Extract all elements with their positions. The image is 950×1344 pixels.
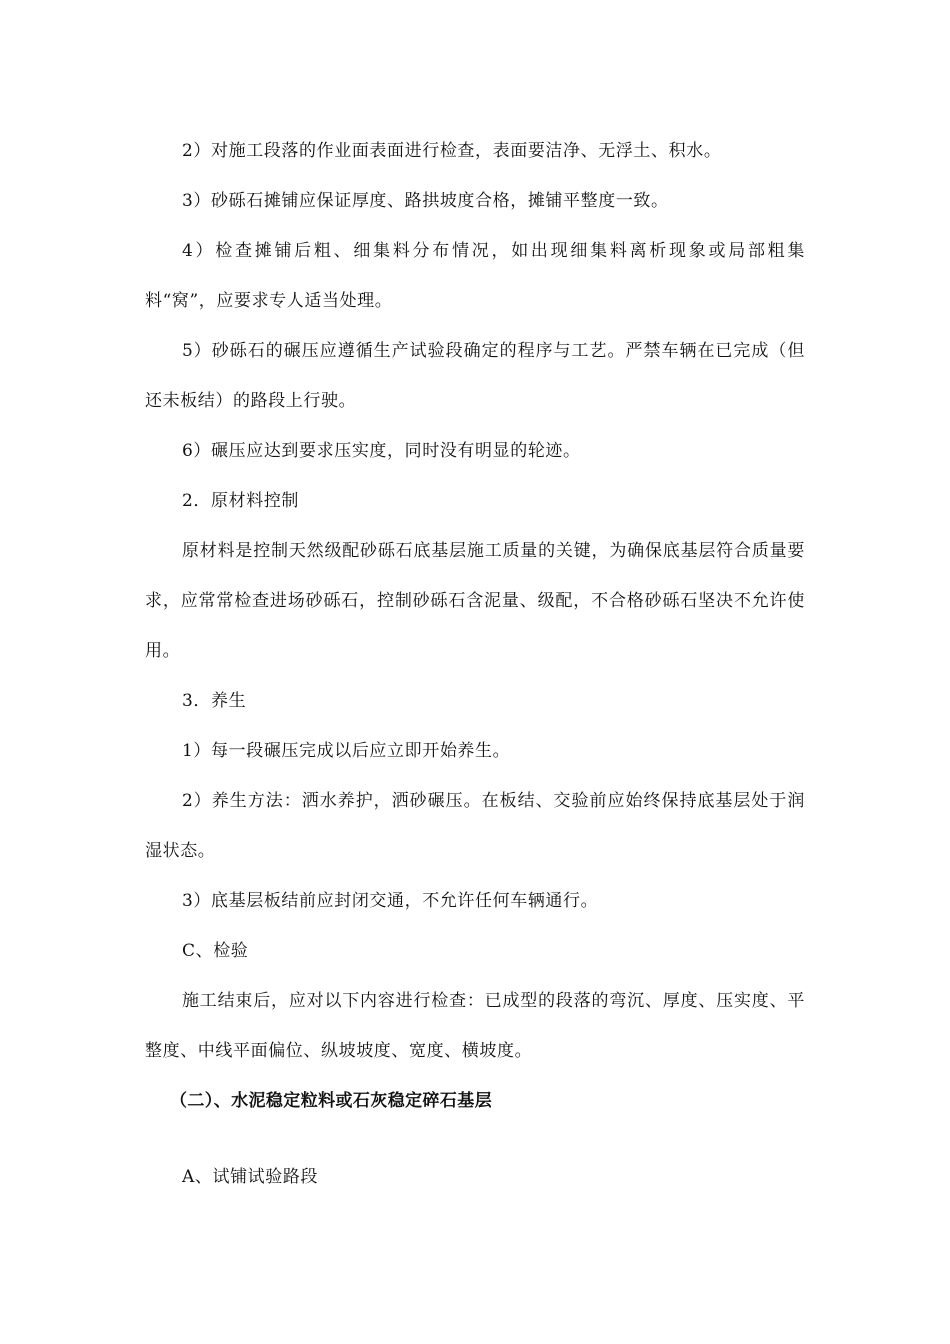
section-heading-base-layer: （二）、水泥稳定粒料或石灰稳定碎石基层 [170,1091,493,1111]
document-page [145,126,805,1202]
spacer [145,1126,805,1152]
paragraph-item: 原材料是控制天然级配砂砾石底基层施工质量的关键，为确保底基层符合质量要求，应常常检查进场砂砾石，控制砂砾石含泥量、级配，不合格砂砾石坚决不允许使用。 [145,541,805,661]
paragraph-item: 6）碾压应达到要求压实度，同时没有明显的轮迹。 [182,441,581,461]
paragraph-item: 5）砂砾石的碾压应遵循生产试验段确定的程序与工艺。严禁车辆在已完成（但还未板结）的路段上行驶。 [145,341,805,411]
paragraph-item: 3）底基层板结前应封闭交通，不允许任何车辆通行。 [182,891,599,911]
paragraph-item: 1）每一段碾压完成以后应立即开始养生。 [182,741,511,761]
section-title-inspection: C、检验 [182,941,249,961]
paragraph-item: 2）养生方法：洒水养护，洒砂碾压。在板结、交验前应始终保持底基层处于润湿状态。 [145,791,805,861]
paragraph-item: 施工结束后，应对以下内容进行检查：已成型的段落的弯沉、厚度、压实度、平整度、中线平面偏位、纵坡坡度、宽度、横坡度。 [145,991,805,1061]
paragraph-item: 4）检查摊铺后粗、细集料分布情况，如出现细集料离析现象或局部粗集料“窝”，应要求专人适当处理。 [145,241,805,311]
paragraph-item: 2）对施工段落的作业面表面进行检查，表面要洁净、无浮土、积水。 [182,141,722,161]
section-title-curing: 3．养生 [182,691,247,711]
section-title-trial-section: A、试铺试验路段 [182,1167,319,1187]
section-title-raw-materials: 2．原材料控制 [182,491,300,511]
paragraph-item: 3）砂砾石摊铺应保证厚度、路拱坡度合格，摊铺平整度一致。 [182,191,669,211]
